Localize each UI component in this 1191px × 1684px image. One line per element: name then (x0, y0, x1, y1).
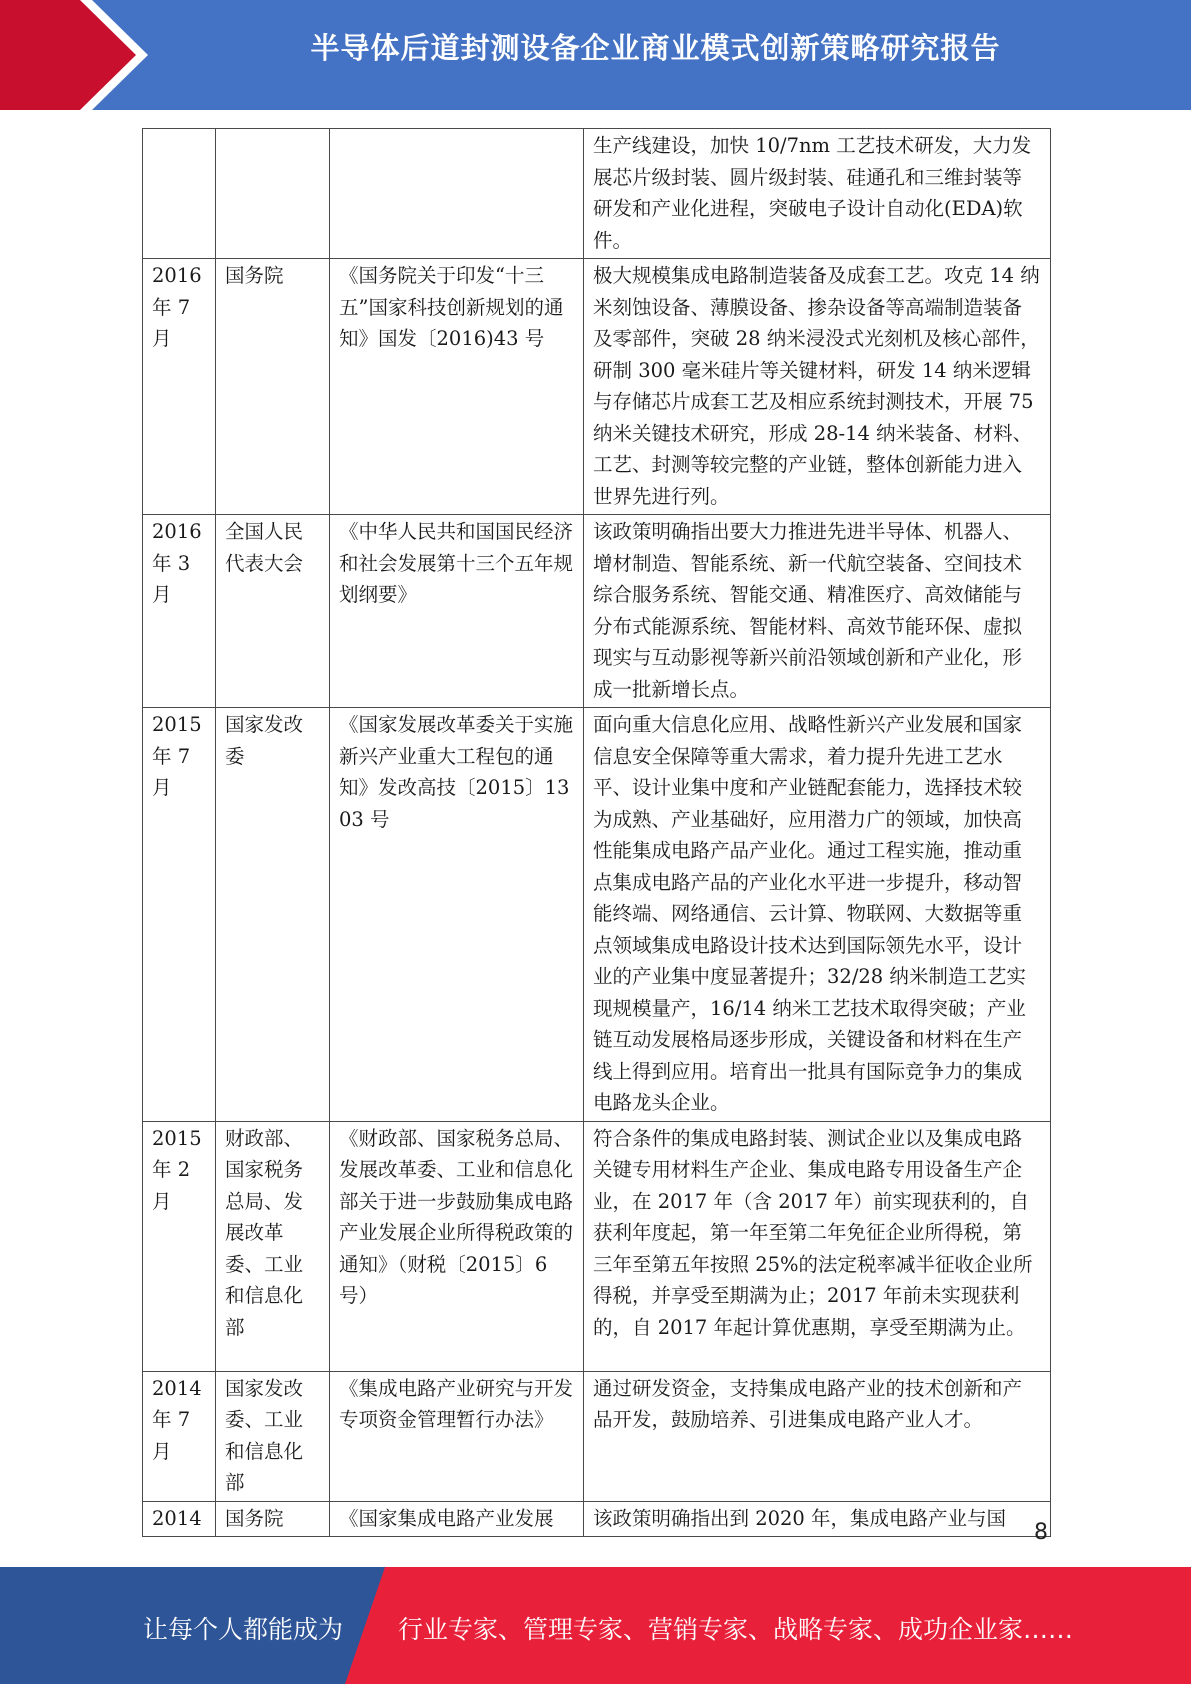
table-row (143, 515, 1051, 708)
footer-slogan-right: 行业专家、管理专家、营销专家、战略专家、成功企业家…… (398, 1615, 1074, 1644)
issuer-cell: 国家发改委 (216, 708, 330, 1122)
issuer-cell: 国家发改委、工业和信息化部 (216, 1371, 330, 1501)
document-cell: 《财政部、国家税务总局、发展改革委、工业和信息化部关于进一步鼓励集成电路产业发展企业所得税政策的通知》（财税〔2015〕6 号） (330, 1121, 584, 1371)
document-cell (330, 129, 584, 259)
report-title: 半导体后道封测设备企业商业模式创新策略研究报告 (310, 31, 1001, 65)
issuer-cell: 国务院 (216, 259, 330, 515)
date-cell: 2016 年 7 月 (143, 259, 216, 515)
content-cell: 通过研发资金，支持集成电路产业的技术创新和产品开发，鼓励培养、引进集成电路产业人才。 (584, 1371, 1051, 1501)
issuer-cell (216, 129, 330, 259)
date-cell: 2014 (143, 1501, 216, 1537)
table-row (143, 259, 1051, 515)
issuer-cell: 全国人民代表大会 (216, 515, 330, 708)
document-cell: 《集成电路产业研究与开发专项资金管理暂行办法》 (330, 1371, 584, 1501)
policy-table (142, 128, 1051, 1537)
table-row (143, 708, 1051, 1122)
date-cell: 2014 年 7 月 (143, 1371, 216, 1501)
document-cell: 《中华人民共和国国民经济和社会发展第十三个五年规划纲要》 (330, 515, 584, 708)
date-cell: 2015 年 7 月 (143, 708, 216, 1122)
table-row (143, 129, 1051, 259)
page-number: 8 (1034, 1520, 1048, 1545)
content-cell: 该政策明确指出到 2020 年，集成电路产业与国 (584, 1501, 1051, 1537)
page-header (0, 0, 1191, 110)
document-cell: 《国家发展改革委关于实施新兴产业重大工程包的通知》发改高技〔2015〕1303 号 (330, 708, 584, 1122)
table-row (143, 1371, 1051, 1501)
content-cell: 符合条件的集成电路封装、测试企业以及集成电路关键专用材料生产企业、集成电路专用设备生产企业，在 2017 年（含 2017 年）前实现获利的，自获利年度起，第一年至第二年免征企业所得税，第三年至第五年按照 25%的法定税率减半征收企业所得税，并享受至期满为止；2017 年前未实现获利的，自 2017 年起计算优惠期，享受至期满为止。 (584, 1121, 1051, 1371)
date-cell (143, 129, 216, 259)
content-cell: 该政策明确指出要大力推进先进半导体、机器人、增材制造、智能系统、新一代航空装备、空间技术综合服务系统、智能交通、精准医疗、高效储能与分布式能源系统、智能材料、高效节能环保、虚拟现实与互动影视等新兴前沿领域创新和产业化，形成一批新增长点。 (584, 515, 1051, 708)
document-cell: 《国务院关于印发“十三五”国家科技创新规划的通知》国发〔2016)43 号 (330, 259, 584, 515)
document-cell: 《国家集成电路产业发展 (330, 1501, 584, 1537)
content-cell: 生产线建设，加快 10/7nm 工艺技术研发，大力发展芯片级封装、圆片级封装、硅通孔和三维封装等研发和产业化进程，突破电子设计自动化(EDA)软件。 (584, 129, 1051, 259)
date-cell: 2015 年 2 月 (143, 1121, 216, 1371)
table-row (143, 1121, 1051, 1371)
content-cell: 面向重大信息化应用、战略性新兴产业发展和国家信息安全保障等重大需求，着力提升先进工艺水平、设计业集中度和产业链配套能力，选择技术较为成熟、产业基础好，应用潜力广的领域，加快高性能集成电路产品产业化。通过工程实施，推动重点集成电路产品的产业化水平进一步提升，移动智能终端、网络通信、云计算、物联网、大数据等重点领域集成电路设计技术达到国际领先水平，设计业的产业集中度显著提升；32/28 纳米制造工艺实现规模量产，16/14 纳米工艺技术取得突破；产业链互动发展格局逐步形成，关键设备和材料在生产线上得到应用。培育出一批具有国际竞争力的集成电路龙头企业。 (584, 708, 1051, 1122)
issuer-cell: 国务院 (216, 1501, 330, 1537)
issuer-cell: 财政部、国家税务总局、发展改革委、工业和信息化部 (216, 1121, 330, 1371)
page-footer (0, 1567, 1191, 1684)
footer-slogan-left: 让每个人都能成为 (143, 1615, 344, 1644)
table-row (143, 1501, 1051, 1537)
date-cell: 2016 年 3 月 (143, 515, 216, 708)
content-cell: 极大规模集成电路制造装备及成套工艺。攻克 14 纳米刻蚀设备、薄膜设备、掺杂设备等高端制造装备及零部件，突破 28 纳米浸没式光刻机及核心部件，研制 300 毫米硅片等关键材料，研发 14 纳米逻辑与存储芯片成套工艺及相应系统封测技术，开展 75 纳米关键技术研究，形成 28-14 纳米装备、材料、工艺、封测等较完整的产业链，整体创新能力进入世界先进行列。 (584, 259, 1051, 515)
